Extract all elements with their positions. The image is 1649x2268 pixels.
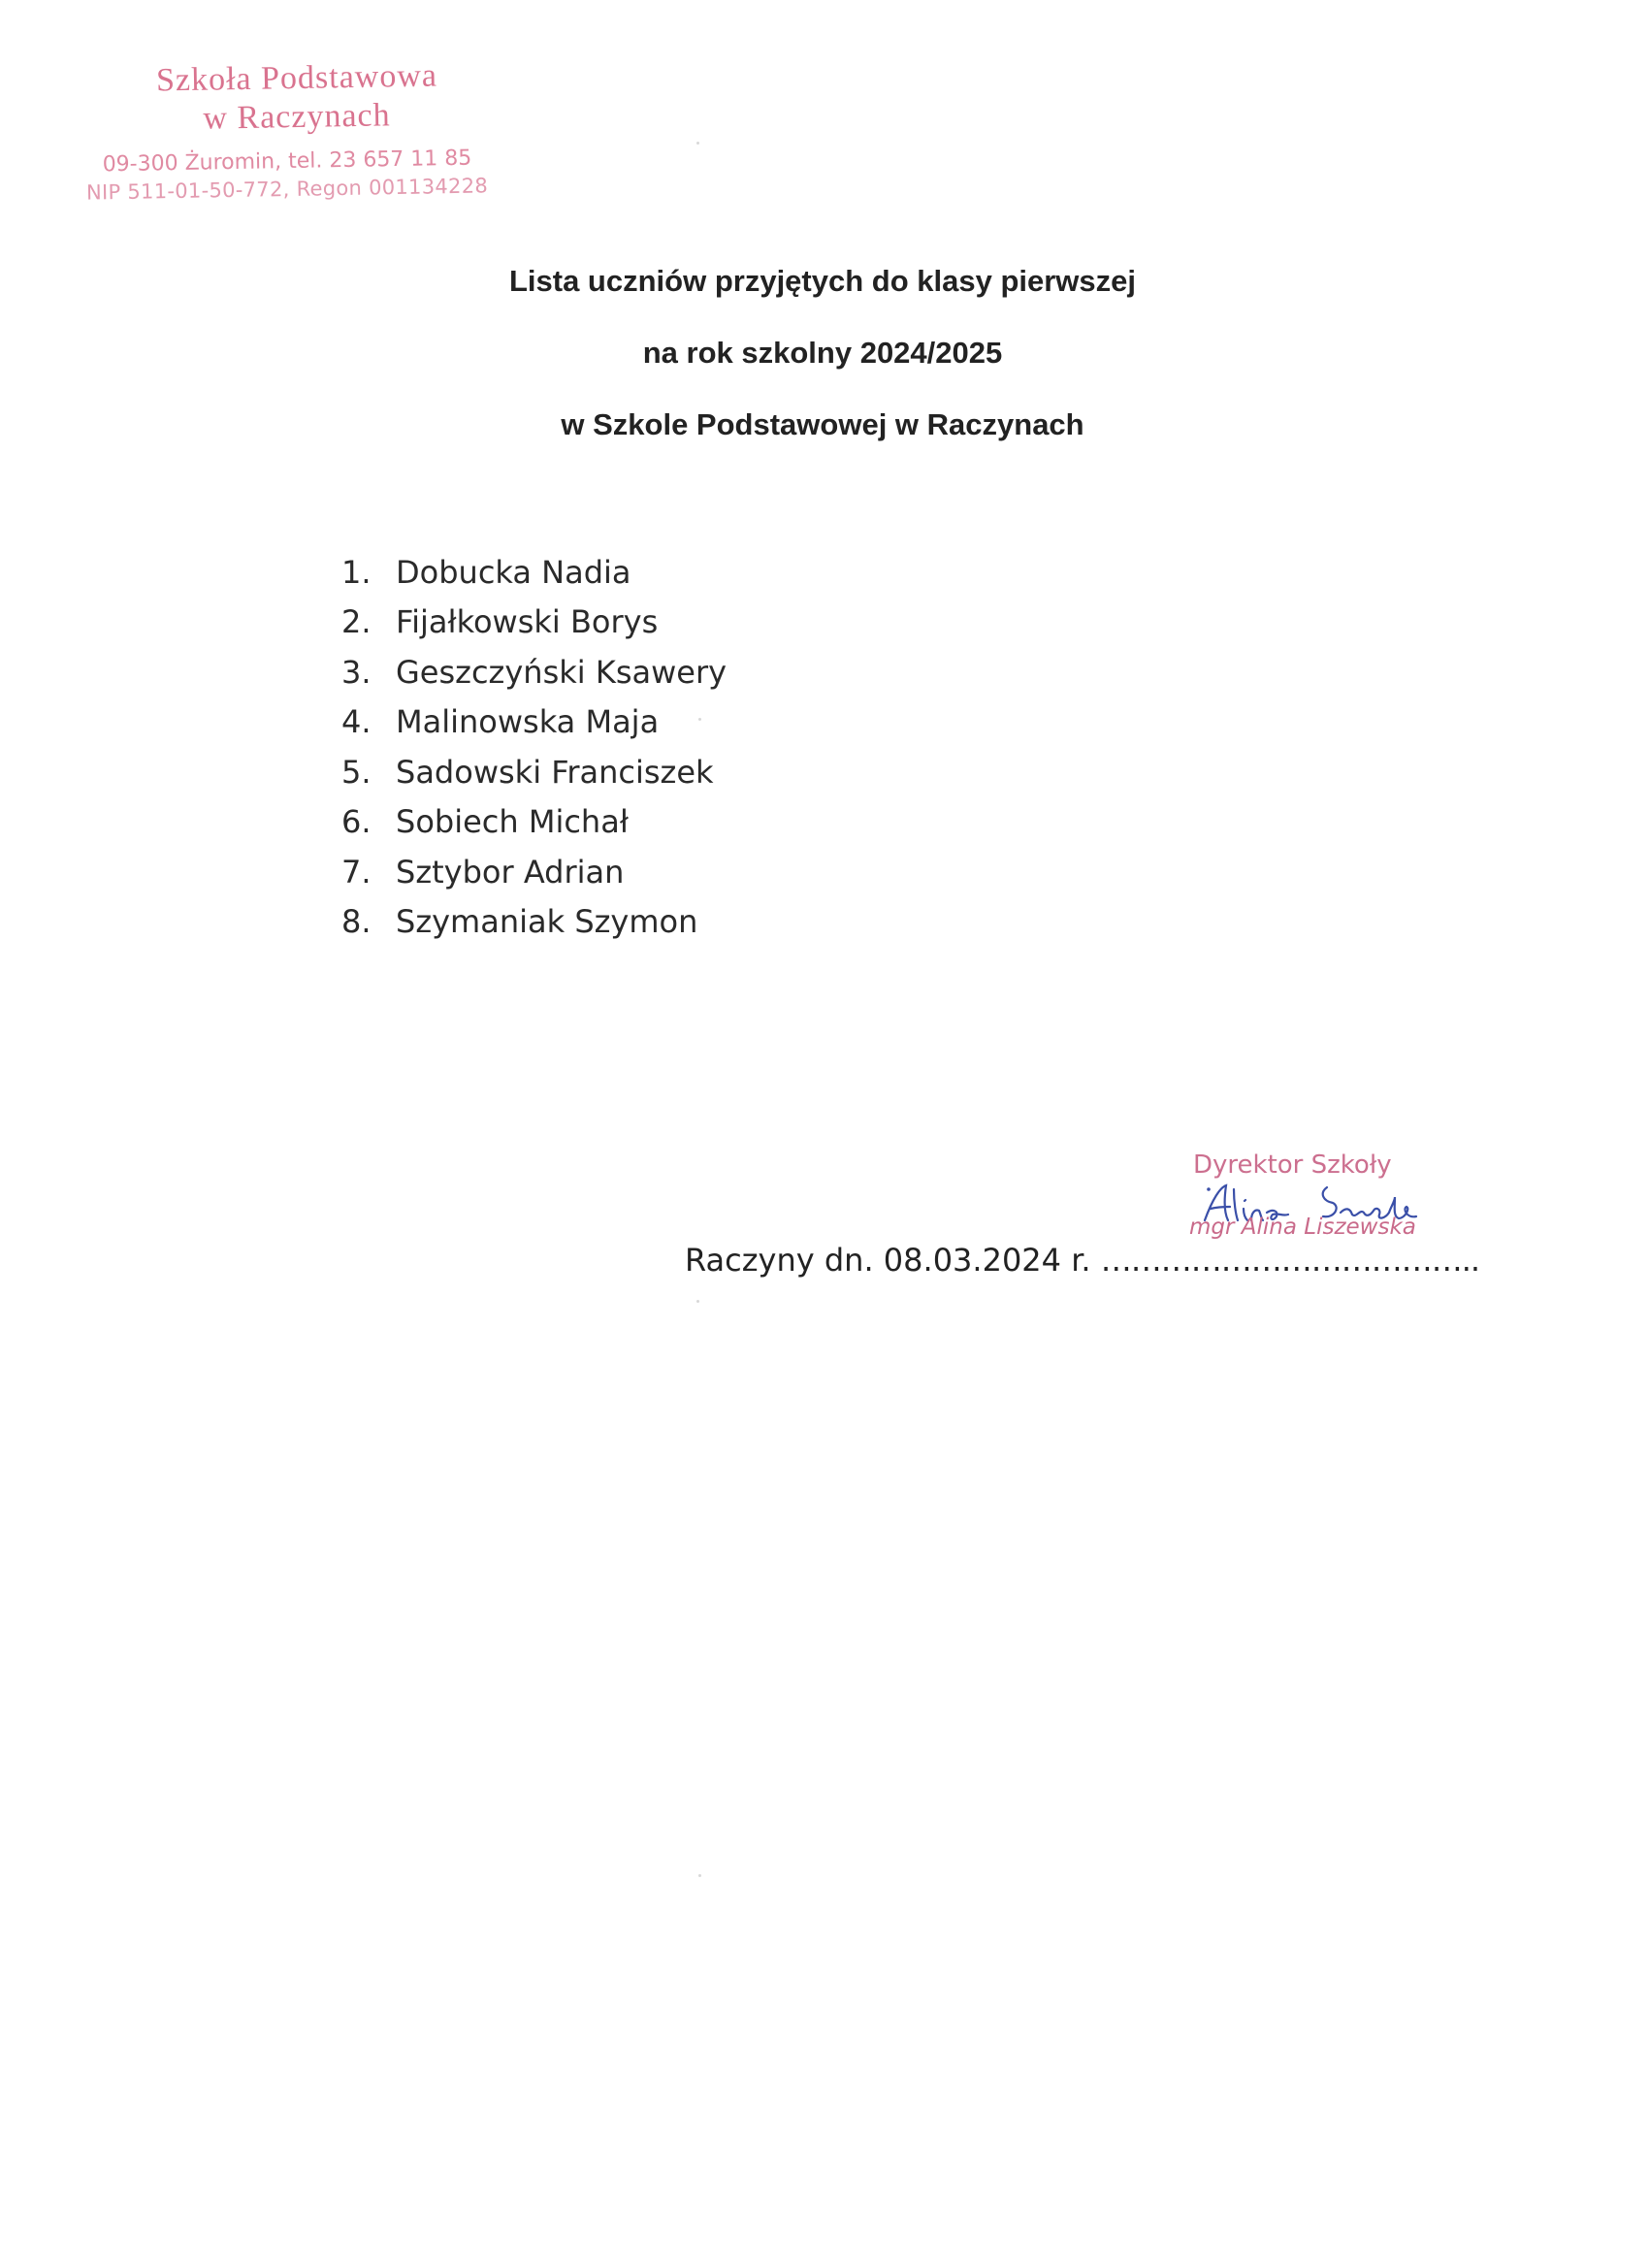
list-item <box>341 598 727 648</box>
stamp-school-location: w Raczynach <box>203 97 391 137</box>
list-number: 4. <box>341 703 372 741</box>
director-printed-name: mgr Alina Liszewska <box>1189 1215 1416 1240</box>
list-number: 7. <box>341 853 372 891</box>
list-item <box>341 847 727 897</box>
list-number: 6. <box>341 803 372 841</box>
list-item <box>341 697 727 748</box>
title-line-1: Lista uczniów przyjętych do klasy pierwszej <box>508 264 1137 298</box>
student-name: Szymaniak Szymon <box>396 903 698 941</box>
list-number: 3. <box>341 653 372 691</box>
list-number: 5. <box>341 753 372 791</box>
scan-speck <box>696 142 699 145</box>
place-date-line <box>685 1242 1479 1279</box>
student-name: Fijałkowski Borys <box>396 603 659 641</box>
scan-speck <box>698 1874 701 1877</box>
director-stamp-title: Dyrektor Szkoły <box>1193 1150 1392 1180</box>
signature-dots: ……………………………….. <box>1100 1242 1480 1279</box>
student-name: Geszczyński Ksawery <box>396 653 728 691</box>
school-stamp <box>54 57 520 205</box>
list-item <box>341 897 727 948</box>
list-item <box>341 547 727 598</box>
list-number: 1. <box>341 553 372 591</box>
student-name: Malinowska Maja <box>396 703 660 741</box>
list-number: 8. <box>341 903 372 941</box>
student-name: Sobiech Michał <box>396 803 629 841</box>
title-line-2: na rok szkolny 2024/2025 <box>642 336 1003 370</box>
student-name: Sadowski Franciszek <box>396 753 714 791</box>
document-subtitle <box>0 336 1649 371</box>
document-title <box>0 264 1649 299</box>
title-line-3: w Szkole Podstawowej w Raczynach <box>561 407 1084 441</box>
student-name: Sztybor Adrian <box>396 853 625 891</box>
stamp-address: 09-300 Żuromin, tel. 23 657 11 85 <box>102 146 472 178</box>
scan-speck <box>696 1300 699 1303</box>
document-subtitle-school <box>0 407 1649 442</box>
scan-speck <box>698 718 701 721</box>
list-item <box>341 647 727 697</box>
place-date: Raczyny dn. 08.03.2024 r. <box>685 1242 1091 1279</box>
list-number: 2. <box>341 603 372 641</box>
list-item <box>341 797 727 848</box>
student-name: Dobucka Nadia <box>396 553 631 591</box>
list-item <box>341 747 727 797</box>
stamp-school-name: Szkoła Podstawowa <box>155 57 438 99</box>
stamp-ids: NIP 511-01-50-772, Regon 001134228 <box>85 174 489 205</box>
student-list <box>341 547 727 947</box>
